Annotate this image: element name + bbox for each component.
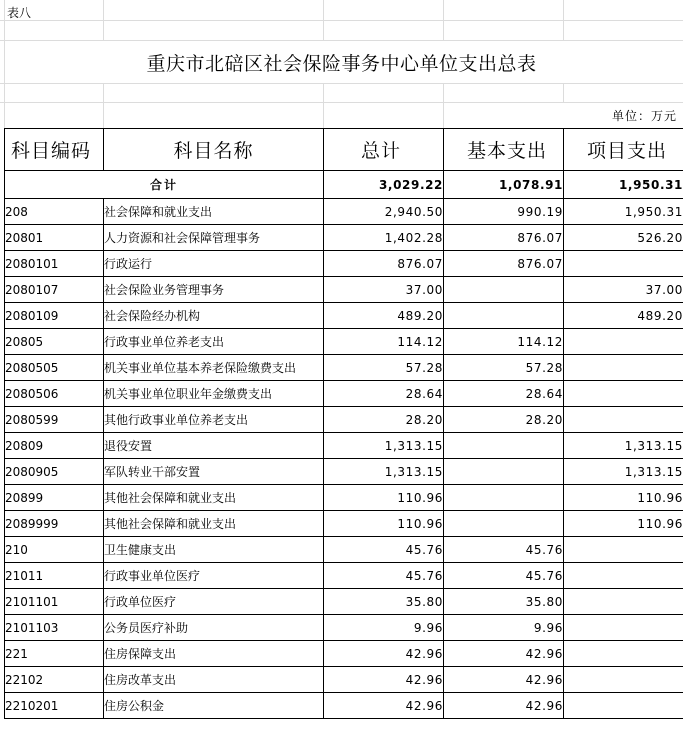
row-total: 57.28 bbox=[324, 355, 444, 381]
row-name: 军队转业干部安置 bbox=[104, 459, 324, 485]
row-name: 其他行政事业单位养老支出 bbox=[104, 407, 324, 433]
row-name: 住房保障支出 bbox=[104, 641, 324, 667]
row-total: 9.96 bbox=[324, 615, 444, 641]
row-basic: 876.07 bbox=[444, 251, 564, 277]
summary-project: 1,950.31 bbox=[564, 171, 683, 199]
row-basic: 35.80 bbox=[444, 589, 564, 615]
table-row bbox=[5, 537, 683, 563]
row-code: 20809 bbox=[5, 433, 104, 459]
row-code: 2080505 bbox=[5, 355, 104, 381]
row-name: 卫生健康支出 bbox=[104, 537, 324, 563]
row-project bbox=[564, 355, 683, 381]
summary-row bbox=[5, 171, 683, 199]
table-row bbox=[5, 199, 683, 225]
row-project bbox=[564, 563, 683, 589]
row-name: 行政单位医疗 bbox=[104, 589, 324, 615]
row-total: 110.96 bbox=[324, 511, 444, 537]
row-project: 1,313.15 bbox=[564, 433, 683, 459]
table-row bbox=[5, 303, 683, 329]
row-basic: 45.76 bbox=[444, 563, 564, 589]
gridline bbox=[323, 0, 324, 40]
row-basic: 42.96 bbox=[444, 667, 564, 693]
row-basic: 57.28 bbox=[444, 355, 564, 381]
row-project bbox=[564, 667, 683, 693]
expenditure-table bbox=[4, 128, 683, 719]
row-name: 其他社会保障和就业支出 bbox=[104, 485, 324, 511]
gridline bbox=[0, 40, 683, 41]
row-code: 20801 bbox=[5, 225, 104, 251]
row-project bbox=[564, 251, 683, 277]
table-row bbox=[5, 563, 683, 589]
row-total: 489.20 bbox=[324, 303, 444, 329]
row-basic bbox=[444, 511, 564, 537]
summary-total: 3,029.22 bbox=[324, 171, 444, 199]
table-row bbox=[5, 589, 683, 615]
row-total: 28.64 bbox=[324, 381, 444, 407]
table-row bbox=[5, 485, 683, 511]
row-basic bbox=[444, 485, 564, 511]
row-name: 公务员医疗补助 bbox=[104, 615, 324, 641]
table-row bbox=[5, 693, 683, 719]
row-project bbox=[564, 641, 683, 667]
row-basic bbox=[444, 459, 564, 485]
summary-basic: 1,078.91 bbox=[444, 171, 564, 199]
row-code: 2101103 bbox=[5, 615, 104, 641]
row-basic: 28.20 bbox=[444, 407, 564, 433]
table-row bbox=[5, 381, 683, 407]
gridline bbox=[103, 0, 104, 40]
row-code: 2080107 bbox=[5, 277, 104, 303]
row-project bbox=[564, 693, 683, 719]
row-basic: 28.64 bbox=[444, 381, 564, 407]
row-project bbox=[564, 407, 683, 433]
header-basic: 基本支出 bbox=[444, 129, 564, 171]
table-row bbox=[5, 225, 683, 251]
table-row bbox=[5, 511, 683, 537]
table-row bbox=[5, 407, 683, 433]
page-title: 重庆市北碚区社会保险事务中心单位支出总表 bbox=[146, 53, 537, 75]
header-code: 科目编码 bbox=[5, 129, 104, 171]
row-name: 其他社会保障和就业支出 bbox=[104, 511, 324, 537]
row-total: 1,313.15 bbox=[324, 459, 444, 485]
row-code: 2080599 bbox=[5, 407, 104, 433]
row-code: 2080905 bbox=[5, 459, 104, 485]
table-row bbox=[5, 433, 683, 459]
row-project: 110.96 bbox=[564, 511, 683, 537]
row-total: 37.00 bbox=[324, 277, 444, 303]
row-total: 42.96 bbox=[324, 641, 444, 667]
gridline bbox=[323, 83, 324, 128]
row-project bbox=[564, 329, 683, 355]
table-row bbox=[5, 615, 683, 641]
row-total: 110.96 bbox=[324, 485, 444, 511]
row-code: 22102 bbox=[5, 667, 104, 693]
row-name: 机关事业单位职业年金缴费支出 bbox=[104, 381, 324, 407]
sheet-tag: 表八 bbox=[7, 6, 32, 20]
row-basic bbox=[444, 303, 564, 329]
row-code: 2101101 bbox=[5, 589, 104, 615]
row-name: 人力资源和社会保障管理事务 bbox=[104, 225, 324, 251]
row-code: 208 bbox=[5, 199, 104, 225]
row-name: 行政运行 bbox=[104, 251, 324, 277]
row-code: 2080101 bbox=[5, 251, 104, 277]
header-total: 总计 bbox=[324, 129, 444, 171]
row-code: 210 bbox=[5, 537, 104, 563]
table-row bbox=[5, 459, 683, 485]
row-code: 2080506 bbox=[5, 381, 104, 407]
row-basic: 876.07 bbox=[444, 225, 564, 251]
row-name: 机关事业单位基本养老保险缴费支出 bbox=[104, 355, 324, 381]
row-total: 42.96 bbox=[324, 667, 444, 693]
row-name: 社会保障和就业支出 bbox=[104, 199, 324, 225]
table-row bbox=[5, 329, 683, 355]
row-project bbox=[564, 537, 683, 563]
row-project bbox=[564, 381, 683, 407]
gridline bbox=[563, 83, 564, 103]
row-basic: 45.76 bbox=[444, 537, 564, 563]
row-project: 1,950.31 bbox=[564, 199, 683, 225]
unit-label: 单位：万元 bbox=[611, 109, 677, 123]
row-name: 行政事业单位养老支出 bbox=[104, 329, 324, 355]
row-total: 876.07 bbox=[324, 251, 444, 277]
row-project: 110.96 bbox=[564, 485, 683, 511]
summary-label: 合计 bbox=[5, 171, 324, 199]
row-project: 489.20 bbox=[564, 303, 683, 329]
row-total: 2,940.50 bbox=[324, 199, 444, 225]
gridline bbox=[443, 0, 444, 40]
gridline bbox=[563, 0, 564, 40]
row-project: 526.20 bbox=[564, 225, 683, 251]
gridline bbox=[103, 83, 104, 128]
row-total: 1,402.28 bbox=[324, 225, 444, 251]
table-row bbox=[5, 355, 683, 381]
table-row bbox=[5, 641, 683, 667]
row-code: 2089999 bbox=[5, 511, 104, 537]
row-total: 35.80 bbox=[324, 589, 444, 615]
row-total: 114.12 bbox=[324, 329, 444, 355]
row-code: 221 bbox=[5, 641, 104, 667]
row-code: 2210201 bbox=[5, 693, 104, 719]
header-project: 项目支出 bbox=[564, 129, 683, 171]
row-total: 45.76 bbox=[324, 563, 444, 589]
row-code: 20899 bbox=[5, 485, 104, 511]
row-name: 住房公积金 bbox=[104, 693, 324, 719]
table-row bbox=[5, 251, 683, 277]
row-code: 21011 bbox=[5, 563, 104, 589]
row-basic: 114.12 bbox=[444, 329, 564, 355]
header-name: 科目名称 bbox=[104, 129, 324, 171]
row-project: 1,313.15 bbox=[564, 459, 683, 485]
row-total: 1,313.15 bbox=[324, 433, 444, 459]
row-project bbox=[564, 589, 683, 615]
table-row bbox=[5, 667, 683, 693]
row-code: 2080109 bbox=[5, 303, 104, 329]
row-total: 45.76 bbox=[324, 537, 444, 563]
table-row bbox=[5, 277, 683, 303]
row-project bbox=[564, 615, 683, 641]
row-name: 行政事业单位医疗 bbox=[104, 563, 324, 589]
gridline bbox=[443, 83, 444, 128]
row-basic: 990.19 bbox=[444, 199, 564, 225]
row-name: 住房改革支出 bbox=[104, 667, 324, 693]
row-code: 20805 bbox=[5, 329, 104, 355]
row-basic: 9.96 bbox=[444, 615, 564, 641]
row-basic: 42.96 bbox=[444, 693, 564, 719]
row-name: 退役安置 bbox=[104, 433, 324, 459]
row-basic: 42.96 bbox=[444, 641, 564, 667]
row-name: 社会保险经办机构 bbox=[104, 303, 324, 329]
row-name: 社会保险业务管理事务 bbox=[104, 277, 324, 303]
row-total: 42.96 bbox=[324, 693, 444, 719]
row-basic bbox=[444, 277, 564, 303]
row-total: 28.20 bbox=[324, 407, 444, 433]
row-basic bbox=[444, 433, 564, 459]
header-row bbox=[5, 129, 683, 171]
row-project: 37.00 bbox=[564, 277, 683, 303]
